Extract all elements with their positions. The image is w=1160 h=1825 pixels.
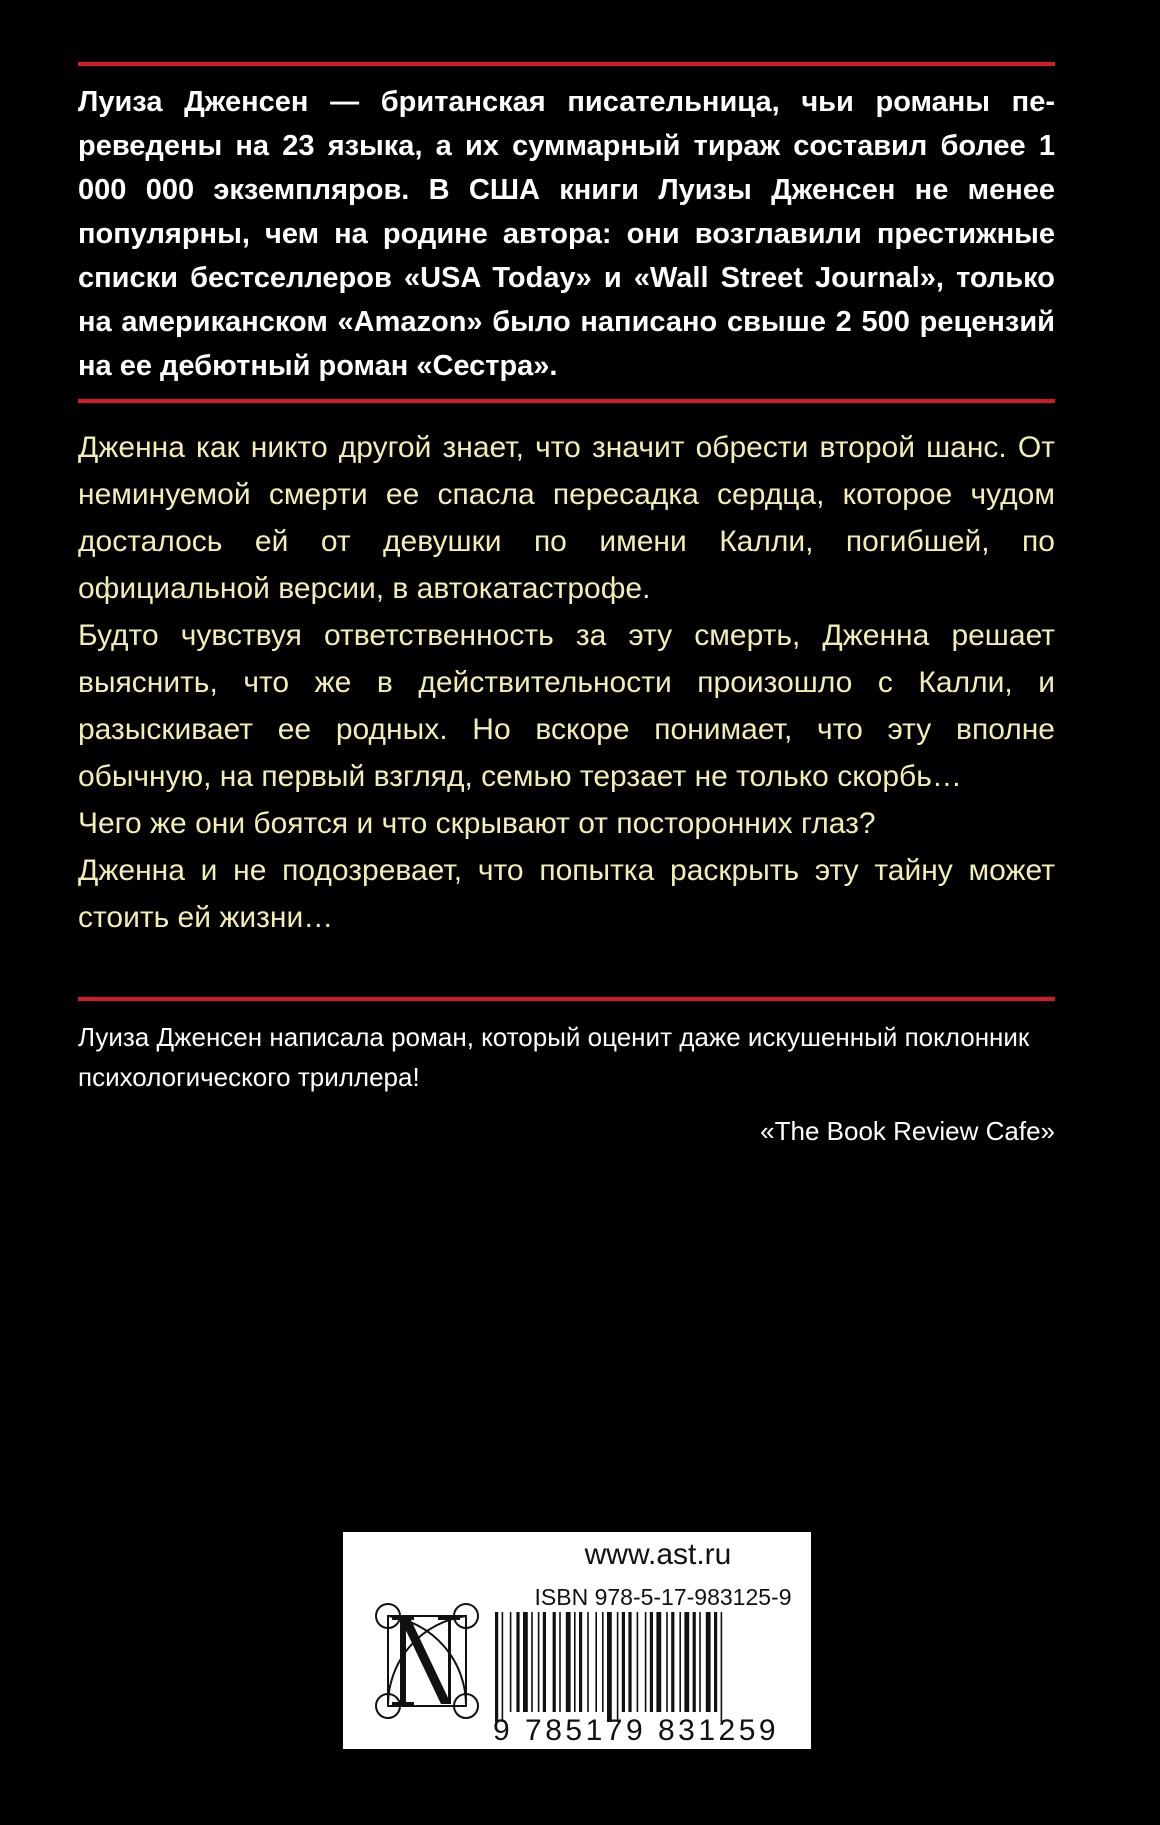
middle-rule [78, 399, 1055, 403]
synopsis-paragraph-4: Дженна и не подозревает, что попытка раскрыть эту тайну может стоить ей жизни… [78, 854, 1055, 934]
barcode-bar [617, 1612, 619, 1722]
lower-rule [78, 997, 1055, 1001]
review-quote: Луиза Дженсен написала роман, который оценит даже искушенный поклонник психологического триллера! [78, 1022, 1030, 1092]
barcode-bar [559, 1612, 561, 1712]
website-url: www.ast.ru [584, 1538, 732, 1571]
barcode-bar [637, 1612, 639, 1712]
review [78, 1017, 1055, 1097]
barcode-bar [538, 1612, 540, 1712]
barcode-bar [628, 1612, 631, 1712]
publisher-logo-icon [368, 1600, 480, 1722]
barcode-bar [553, 1612, 556, 1712]
barcode-bar [721, 1612, 723, 1722]
barcode-bar [684, 1612, 689, 1712]
isbn-label: ISBN 978-5-17-983125-9 [534, 1584, 792, 1610]
barcode-bar [706, 1612, 711, 1712]
barcode-bar [574, 1612, 576, 1712]
synopsis-paragraph-3: Чего же они боятся и что скрывают от посторонних глаз? [78, 807, 876, 840]
about-author-text: Луиза Дженсен — британская писательница, чьи романы переведены на 23 языка, а их суммарный тираж составил более 1 000 000 экземпляров. В США книги Луизы Дженсен не менее популярны, чем на родине автора: они возглавили престижные списки бестселлеров «USA Today» и «Wall Street Journal», только на американском «Amazon» было написано свыше 2 500 рецензий на ее дебютный роман «Сестра». [78, 86, 1055, 382]
barcode-bar [645, 1612, 647, 1712]
barcode-bar [679, 1612, 681, 1712]
barcode-panel [343, 1532, 811, 1749]
barcode-bar [543, 1612, 546, 1712]
barcode-bar [671, 1612, 674, 1712]
synopsis-paragraph-2: Будто чувствуя ответственность за эту смерть, Дженна решает выяснить, что же в действительности произошло с Калли, и разыскивает ее родных. Но вскоре понимает, что эту вполне обычную, на первый взгляд, семью терзает не только скорбь… [78, 619, 1055, 793]
barcode-bar [650, 1612, 653, 1712]
barcode-bar [523, 1612, 528, 1712]
barcode-bar [531, 1612, 533, 1712]
barcode-bar [693, 1612, 696, 1712]
barcode-bar [587, 1612, 589, 1712]
barcode-bar [699, 1612, 701, 1712]
barcode-bar [516, 1612, 519, 1712]
barcode-bar [579, 1612, 582, 1712]
synopsis [78, 424, 1055, 941]
barcode-bar [495, 1612, 498, 1722]
barcode-bar [510, 1612, 512, 1712]
barcode-bar [607, 1612, 612, 1722]
barcode-bar [595, 1612, 597, 1712]
top-rule [78, 62, 1055, 66]
barcode-bar [666, 1612, 668, 1712]
synopsis-paragraph-1: Дженна как никто другой знает, что значит обрести второй шанс. От неминуемой смерти ее спасла пересадка сердца, которое чудом досталось ей от девушки по имени Калли, погибшей, по официальной версии, в автокатастрофе. [78, 431, 1055, 605]
review-source: «The Book Review Cafe» [760, 1116, 1055, 1146]
barcode-bar [622, 1612, 625, 1712]
barcode-bar [566, 1612, 571, 1712]
barcode-bar [714, 1612, 717, 1712]
barcode-bar [602, 1612, 604, 1712]
barcode-bars [493, 1612, 793, 1722]
barcode-bar [502, 1612, 504, 1722]
barcode-digits: 9 785179 831259 [493, 1714, 780, 1747]
barcode-bar [656, 1612, 661, 1712]
